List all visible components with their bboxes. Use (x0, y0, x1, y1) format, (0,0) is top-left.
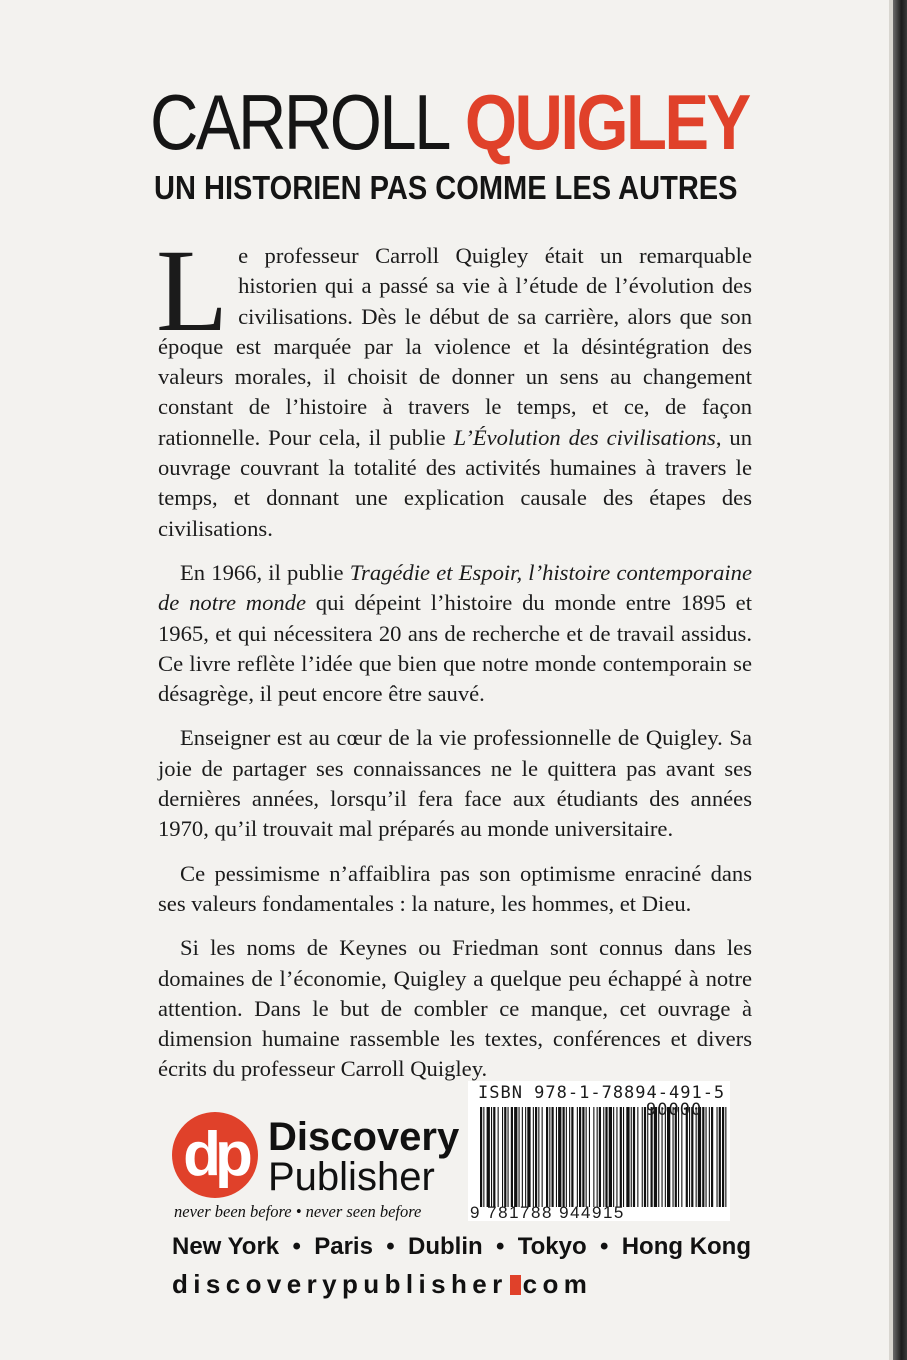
barcode-bar (698, 1107, 701, 1207)
barcode-bar (498, 1107, 499, 1207)
barcode-bar (702, 1107, 704, 1207)
url-right: com (522, 1269, 593, 1299)
barcode-bar (675, 1107, 677, 1207)
barcode-bar (662, 1107, 663, 1207)
barcode-bar (681, 1107, 682, 1207)
isbn-label: ISBN 978-1-78894-491-5 (478, 1083, 726, 1103)
barcode-bar (493, 1107, 495, 1207)
barcode-bar (626, 1107, 629, 1207)
barcode-bar (542, 1107, 543, 1207)
barcode-bar (633, 1107, 635, 1207)
barcode-bar (504, 1107, 506, 1207)
spine-edge (893, 0, 907, 1360)
barcode-bar (558, 1107, 561, 1207)
barcode-bar (582, 1107, 584, 1207)
barcode-bar (511, 1107, 513, 1207)
author-last-name: QUIGLEY (464, 78, 749, 166)
barcode-bar (593, 1107, 594, 1207)
drop-cap: L (156, 225, 229, 356)
barcode-bar (623, 1107, 624, 1207)
book-subtitle: UN HISTORIEN PAS COMME LES AUTRES (154, 169, 738, 206)
paragraph-4: Ce pessimisme n’affaiblira pas son optimisme enraciné dans ses valeurs fondamentales : la nature, les hommes, et Dieu. (158, 860, 752, 916)
barcode-bar (571, 1107, 573, 1207)
publisher-name-line1: Discovery (268, 1115, 460, 1159)
barcode-bar (538, 1107, 539, 1207)
barcode-bar (678, 1107, 679, 1207)
blurb (156, 225, 753, 1099)
barcode-bar (609, 1107, 612, 1207)
barcode-bar (651, 1107, 653, 1207)
barcode-bar (579, 1107, 581, 1207)
header (150, 78, 760, 208)
logo-letters: dp (183, 1120, 247, 1189)
url-dot-icon (510, 1275, 521, 1295)
publisher-tagline: never been before • never seen before (174, 1202, 422, 1221)
barcode-bar (689, 1107, 690, 1207)
barcode-bar (637, 1107, 638, 1207)
barcode-bar (603, 1107, 604, 1207)
barcode-bar (709, 1107, 710, 1207)
barcode-bar (642, 1107, 643, 1207)
barcode-bar (599, 1107, 601, 1207)
barcode-bar (605, 1107, 607, 1207)
barcode-bar (691, 1107, 693, 1207)
paragraph-2-text-b: qui dépeint l’histoire du monde entre 1895 et 1965, et qui nécessitera 20 ans de recherche et de travail assidus. Ce livre reflète l’idée que bien que notre monde contemporain se désagrège, il peut encore être sauvé. (158, 590, 752, 707)
barcode-bar (546, 1107, 548, 1207)
barcode-bar (616, 1107, 617, 1207)
barcode-bar (527, 1107, 530, 1207)
barcode-bar (577, 1107, 578, 1207)
barcode-bar (483, 1107, 484, 1207)
barcode-bars (478, 1107, 728, 1207)
barcode-bar (589, 1107, 590, 1207)
barcode-bar (711, 1107, 713, 1207)
barcode-bar (569, 1107, 570, 1207)
barcode-bar (552, 1107, 554, 1207)
barcode-bar (487, 1107, 490, 1207)
barcode-bar (480, 1107, 482, 1207)
barcode-bar (613, 1107, 614, 1207)
barcode-bar (556, 1107, 557, 1207)
paragraph-1-text-b: , un ouvrage couvrant la totalité des activités humaines à travers le temps, et donnant une explication causale des étapes des civilisations. (158, 424, 752, 541)
paragraph-5: Si les noms de Keynes ou Friedman sont connus dans les domaines de l’économie, Quigley a quelque peu échappé à notre attention. Dans le but de combler ce manque, cet ouvrage à dimension humaine rassemble les textes, conférences et divers écrits du professeur Carroll Quigley. (158, 935, 752, 1082)
paragraph-2 (158, 558, 752, 709)
paragraph-1 (156, 225, 752, 544)
barcode-bar (563, 1107, 565, 1207)
publisher-cities: New York • Paris • Dublin • Tokyo • Hong Kong (172, 1233, 751, 1260)
barcode-bar (566, 1107, 567, 1207)
barcode-bar (647, 1107, 648, 1207)
barcode-bar (717, 1107, 718, 1207)
barcode-bar (620, 1107, 622, 1207)
barcode-bar (508, 1107, 509, 1207)
barcode-bar (535, 1107, 537, 1207)
paragraph-2-text-a: En 1966, il publie (180, 559, 350, 585)
barcode-bar (502, 1107, 503, 1207)
barcode-bar (522, 1107, 523, 1207)
barcode-bar (514, 1107, 517, 1207)
barcode-bar (631, 1107, 632, 1207)
paragraph-1-book-title: L’Évolution des civilisations (453, 424, 716, 450)
barcode-bar (719, 1107, 721, 1207)
barcode-bar (597, 1107, 598, 1207)
barcode-bar (725, 1107, 726, 1207)
barcode-bar (722, 1107, 724, 1207)
barcode-bar (667, 1107, 670, 1207)
price-code: 90000 (646, 1100, 703, 1120)
author-first-name: CARROLL (150, 78, 449, 166)
author-title (150, 78, 749, 166)
paragraph-2-book-title: Tragédie et Espoir, l’histoire contemporaine de notre monde (158, 559, 753, 616)
barcode-bar (525, 1107, 526, 1207)
barcode-bar (665, 1107, 666, 1207)
ean-digits: 9 781788 944915 (470, 1203, 625, 1222)
barcode-bar (549, 1107, 550, 1207)
barcode-bar (673, 1107, 674, 1207)
paragraph-3: Enseigner est au cœur de la vie professionnelle de Quigley. Sa joie de partager ses connaissances ne le quittera pas avant ses dernières années, lorsqu’il fera face aux étudiants des années 1970, qu’il trouvait mal préparés au monde universitaire. (158, 725, 752, 842)
barcode-bar (686, 1107, 688, 1207)
publisher-name-line2: Publisher (268, 1155, 435, 1199)
barcode-bar (696, 1107, 697, 1207)
barcode-bar (658, 1107, 659, 1207)
paragraph-1-text-a: e professeur Carroll Quigley était un remarquable historien qui a passé sa vie à l’étude de l’évolution des civilisations. Dès le début de sa carrière, alors que son époque est marquée par la violence et la désintégration des valeurs morales, il choisit de donner un sens au changement constant de l’histoire à travers le temps, et ce, de façon rationnelle. Pour cela, il publie (158, 243, 752, 450)
barcode-bar (706, 1107, 707, 1207)
url-left: discoverypublisher (172, 1269, 508, 1299)
barcode-bar (586, 1107, 587, 1207)
publisher-url (172, 1268, 592, 1300)
barcode-bar (644, 1107, 646, 1207)
barcode-bar (491, 1107, 492, 1207)
barcode-bar (533, 1107, 534, 1207)
barcode-bar (654, 1107, 657, 1207)
barcode-bar (519, 1107, 520, 1207)
